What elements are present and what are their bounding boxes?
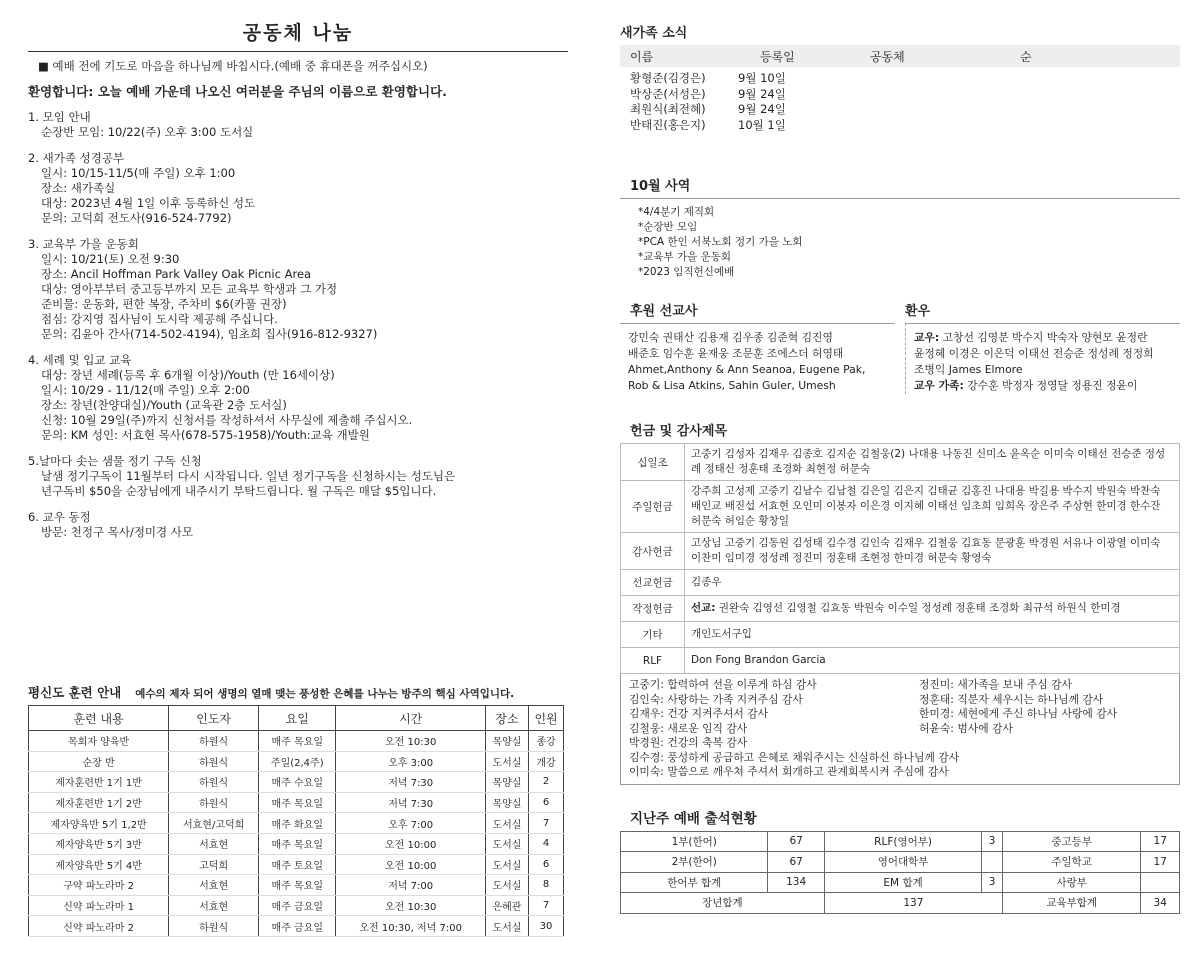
table-cell: 서효현 (169, 833, 259, 854)
table-cell: 도서실 (485, 875, 528, 896)
attendance-cell (1141, 872, 1180, 893)
sick-names: 고창선 김영분 박수지 박숙자 양현모 윤정란 (939, 331, 1148, 344)
sick-names: 조병익 James Elmore (914, 363, 1023, 376)
table-cell: 고덕희 (169, 854, 259, 875)
table-cell: 목양실 (485, 731, 528, 752)
table-cell: 2 (529, 772, 564, 793)
missionary-sick-section (620, 300, 1180, 394)
table-cell: 도서실 (485, 751, 528, 772)
announcement-line: 년구독비 $50을 순장님에게 내주시기 부탁드립니다. 월 구독은 매달 $5입니다. (41, 484, 437, 498)
announcement-item (28, 151, 568, 226)
table-cell: 매주 목요일 (259, 792, 336, 813)
offering-names (685, 648, 1180, 674)
table-cell: 도서실 (485, 854, 528, 875)
table-row (29, 916, 564, 937)
table-header: 요일 (259, 706, 336, 731)
sick-line (914, 330, 1176, 346)
offering-category: RLF (621, 648, 685, 674)
table-cell: 6 (529, 854, 564, 875)
sick-list (905, 323, 1180, 394)
table-cell: 도서실 (485, 813, 528, 834)
table-cell: 7 (529, 813, 564, 834)
table-cell: 오후 3:00 (336, 751, 485, 772)
offering-title: 헌금 및 감사제목 (630, 424, 727, 439)
offering-row (621, 648, 1180, 674)
offering-row (621, 481, 1180, 533)
table-cell: 매주 목요일 (259, 731, 336, 752)
table-cell: 6 (529, 792, 564, 813)
table-cell: 매주 금요일 (259, 916, 336, 937)
attendance-cell: 영어대학부 (824, 852, 982, 873)
newfamily-row (620, 87, 1180, 103)
offering-category: 감사헌금 (621, 533, 685, 570)
table-cell: 신약 파노라마 1 (29, 895, 169, 916)
table-cell: 종강 (529, 731, 564, 752)
newfamily-header-cell: 이름 (630, 49, 654, 64)
october-item: *PCA 한인 서북노회 정기 가을 노회 (638, 236, 803, 248)
newfamily-cell: 반태진(홍은지) (630, 117, 706, 132)
table-cell: 도서실 (485, 833, 528, 854)
attendance-cell: 67 (768, 852, 824, 873)
offering-value: 권완숙 김영선 김영철 김효동 박원숙 이수일 정성례 정훈태 조경화 최규석 하원식 한미경 (715, 602, 1121, 614)
table-row (29, 731, 564, 752)
offering-row (621, 533, 1180, 570)
october-title: 10월 사역 (630, 179, 691, 194)
announcement-item (28, 237, 568, 342)
attendance-cell: 한어부 합계 (621, 872, 768, 893)
offering-row (621, 570, 1180, 596)
newfamily-row (620, 118, 1180, 134)
sick-title: 환우 (905, 304, 931, 319)
offering-names (685, 481, 1180, 533)
announcement-line: 일시: 10/29 - 11/12(매 주일) 오후 2:00 (41, 383, 250, 397)
attendance-cell: 3 (982, 831, 1003, 852)
newfamily-header-cell: 등록일 (760, 49, 795, 64)
table-header: 인도자 (169, 706, 259, 731)
announcement-head: 2. 새가족 성경공부 (28, 151, 125, 165)
thanks-box (620, 674, 1180, 785)
table-cell: 제자양육반 5기 3반 (29, 833, 169, 854)
announcement-line: 장소: 새가족실 (41, 181, 116, 195)
table-row (29, 875, 564, 896)
missionary-list (620, 323, 895, 394)
announcement-line: 문의: 김윤아 간사(714-502-4194), 임초희 집사(916-812-9327) (41, 327, 378, 341)
newfamily-header-cell: 순 (1020, 49, 1032, 64)
table-row (29, 833, 564, 854)
attendance-table (620, 831, 1180, 914)
newfamily-cell: 10월 1일 (738, 117, 786, 132)
attendance-cell: 교육부합계 (1002, 893, 1141, 914)
table-header: 훈련 내용 (29, 706, 169, 731)
table-cell: 신약 파노라마 2 (29, 916, 169, 937)
missionary-line: 배준호 임수훈 윤재웅 조문훈 조에스더 허영태 (628, 347, 844, 360)
announcement-head: 1. 모임 안내 (28, 110, 91, 124)
attendance-row (621, 831, 1180, 852)
table-cell: 오전 10:30 (336, 895, 485, 916)
offering-row (621, 622, 1180, 648)
table-cell: 은혜관 (485, 895, 528, 916)
table-row (29, 792, 564, 813)
table-cell: 매주 금요일 (259, 895, 336, 916)
table-cell: 매주 목요일 (259, 875, 336, 896)
announcement-line: 신청: 10월 29일(주)까지 신청서를 작성하셔서 사무실에 제출해 주십시오. (41, 413, 413, 427)
announcement-line: 대상: 장년 세례(등록 후 6개월 이상)/Youth (만 16세이상) (41, 368, 335, 382)
missionary-line: Ahmet,Anthony & Ann Seanoa, Eugene Pak, (628, 363, 866, 376)
table-cell: 매주 목요일 (259, 833, 336, 854)
offering-category: 선교헌금 (621, 570, 685, 596)
october-item: *교육부 가을 운동회 (638, 251, 732, 263)
attendance-cell: 17 (1141, 852, 1180, 873)
announcement-line: 문의: KM 성인: 서효현 목사(678-575-1958)/Youth:교육 개발원 (41, 428, 370, 442)
table-cell: 오후 7:00 (336, 813, 485, 834)
table-cell: 제자양육반 5기 4반 (29, 854, 169, 875)
announcement-line: 장소: 장년(찬양대실)/Youth (교육관 2층 도서실) (41, 398, 287, 412)
table-cell: 하원식 (169, 772, 259, 793)
newfamily-cell: 박상준(서성은) (630, 86, 706, 101)
announcement-line: 장소: Ancil Hoffman Park Valley Oak Picnic Area (41, 267, 312, 281)
offering-label: 선교: (691, 602, 716, 614)
table-cell: 저녁 7:30 (336, 792, 485, 813)
left-column (28, 18, 568, 551)
october-item: *2023 임직헌신예배 (638, 266, 735, 278)
announcement-line: 방문: 천정구 목사/정미경 사모 (41, 525, 194, 539)
announcement-item (28, 454, 568, 499)
attendance-cell: 중고등부 (1002, 831, 1141, 852)
table-cell: 매주 토요일 (259, 854, 336, 875)
announcement-head: 4. 세례 및 입교 교육 (28, 353, 132, 367)
newfamily-list (620, 71, 1180, 133)
attendance-cell: 67 (768, 831, 824, 852)
table-cell: 제자양육반 5기 1,2반 (29, 813, 169, 834)
right-column (620, 22, 1180, 914)
attendance-row (621, 852, 1180, 873)
announcement-head: 5.날마다 솟는 샘물 정기 구독 신청 (28, 454, 202, 468)
offering-table (620, 443, 1180, 674)
table-cell: 순장 반 (29, 751, 169, 772)
training-table (28, 705, 564, 937)
newfamily-cell: 황형준(김경은) (630, 71, 706, 85)
offering-value: 강주희 고성제 고중기 김남수 김남철 김은일 김은지 김태균 김홍진 나대용 박길용 박수지 박원숙 박찬숙 배인교 배진섭 서효현 오인미 이봉자 이은경 이지혜 이태선 임초희 임희옥 장은주 주상현 한미경 한수잔 허문숙 허임순 황창일 (691, 485, 1161, 527)
table-cell: 목양실 (485, 772, 528, 793)
october-section (620, 175, 1180, 280)
attendance-cell: 2부(한어) (621, 852, 768, 873)
attendance-cell (982, 852, 1003, 873)
table-cell: 하원식 (169, 792, 259, 813)
table-cell: 하원식 (169, 731, 259, 752)
thanks-line: 김재우: 건강 지켜주셔서 감사 (629, 707, 769, 720)
october-list (620, 198, 1180, 280)
table-header: 인원 (529, 706, 564, 731)
table-cell: 오전 10:30 (336, 731, 485, 752)
newfamily-cell: 9월 24일 (738, 86, 786, 101)
sick-names: 윤정혜 이경은 이은덕 이태선 전승준 정성례 정정희 (914, 347, 1154, 360)
offering-names (685, 570, 1180, 596)
attendance-cell: 17 (1141, 831, 1180, 852)
table-cell: 구약 파노라마 2 (29, 875, 169, 896)
sick-names: 강수훈 박정자 정영달 정용진 정윤이 (963, 379, 1138, 392)
announcement-line: 대상: 영아부부터 중고등부까지 모든 교육부 학생과 그 가정 (41, 282, 338, 296)
table-cell: 저녁 7:30 (336, 772, 485, 793)
table-cell: 30 (529, 916, 564, 937)
attendance-total-row (621, 893, 1180, 914)
announcement-item (28, 510, 568, 540)
newfamily-row (620, 102, 1180, 118)
table-cell: 제자훈련반 1기 1반 (29, 772, 169, 793)
attendance-cell: 134 (768, 872, 824, 893)
thanks-line: 김인숙: 사랑하는 가족 지켜주심 감사 (629, 692, 803, 706)
table-cell: 하원식 (169, 751, 259, 772)
thanks-line: 한미경: 세현에게 주신 하나님 사랑에 감사 (919, 707, 1118, 720)
offering-category: 작정헌금 (621, 596, 685, 622)
thanks-line: 박경원: 건강의 축복 감사 (629, 736, 748, 749)
newfamily-header-cell: 공동체 (870, 49, 905, 64)
october-item: *순장반 모임 (638, 221, 698, 233)
training-subtitle: 예수의 제자 되어 생명의 열매 맺는 풍성한 은혜를 나누는 방주의 핵심 사역입니다. (135, 688, 515, 700)
offering-row (621, 596, 1180, 622)
newfamily-row (620, 71, 1180, 87)
announcement-list (28, 110, 568, 540)
sick-line (914, 378, 1176, 394)
welcome-text: 환영합니다: 오늘 예배 가운데 나오신 여러분을 주님의 이름으로 환영합니다. (28, 84, 447, 99)
training-title: 평신도 훈련 안내 (28, 685, 122, 700)
table-row (29, 813, 564, 834)
thanks-line: 정진미: 새가족을 보내 주심 감사 (919, 678, 1072, 691)
table-cell: 7 (529, 895, 564, 916)
attendance-cell: EM 합계 (824, 872, 982, 893)
thanks-line: 허윤숙: 범사에 감사 (919, 721, 1013, 735)
table-cell: 목양실 (485, 792, 528, 813)
table-cell: 서효현 (169, 895, 259, 916)
attendance-cell: 장년합계 (621, 893, 825, 914)
offering-row (621, 444, 1180, 481)
attendance-cell: 주일학교 (1002, 852, 1141, 873)
offering-names (685, 596, 1180, 622)
missionary-line: Rob & Lisa Atkins, Sahin Guler, Umesh (628, 379, 836, 392)
announcement-item (28, 110, 568, 140)
offering-category: 기타 (621, 622, 685, 648)
october-item: *4/4분기 제직회 (638, 206, 715, 218)
table-cell: 4 (529, 833, 564, 854)
newfamily-cell: 9월 24일 (738, 102, 786, 116)
announcement-head: 3. 교육부 가을 운동회 (28, 237, 139, 251)
table-cell: 목회자 양육반 (29, 731, 169, 752)
announcement-line: 문의: 고덕희 전도사(916-524-7792) (41, 211, 232, 225)
offering-category: 주일헌금 (621, 481, 685, 533)
table-cell: 저녁 7:00 (336, 875, 485, 896)
offering-value: 김종우 (691, 576, 722, 588)
attendance-cell: 34 (1141, 893, 1180, 914)
announcement-line: 점심: 강지영 집사님이 도시락 제공해 주십니다. (41, 312, 278, 326)
table-cell: 서효현 (169, 875, 259, 896)
table-cell: 주일(2,4주) (259, 751, 336, 772)
training-section (28, 683, 564, 937)
table-row (29, 751, 564, 772)
table-cell: 매주 화요일 (259, 813, 336, 834)
offering-value: 고중기 김성자 김재우 김종호 김지순 김철웅(2) 나대용 나동진 신미소 윤옥순 이미숙 이태선 전승준 정성례 정태신 정훈태 조경화 최현정 허문숙 (691, 448, 1166, 475)
thanks-line: 이미숙: 말씀으로 깨우쳐 주셔서 회개하고 관계회복시켜 주심에 감사 (629, 765, 949, 778)
offering-value: 고상님 고중기 김동원 김성태 김수경 김인숙 김재우 김철웅 김효동 문광훈 박경원 서유나 이광열 이미숙 이찬미 임미경 정성례 정진미 정훈태 조현정 한미경 허문숙 황영숙 (691, 537, 1161, 564)
table-header: 시간 (336, 706, 485, 731)
sick-line (914, 362, 1176, 378)
attendance-cell: 사랑부 (1002, 872, 1141, 893)
offering-value: 개인도서구입 (691, 628, 752, 640)
thanks-line: 김철웅: 새로운 임직 감사 (629, 721, 748, 735)
table-cell: 8 (529, 875, 564, 896)
offering-value: Don Fong Brandon Garcia (691, 654, 826, 666)
table-cell: 매주 수요일 (259, 772, 336, 793)
attendance-cell: 137 (824, 893, 1002, 914)
table-cell: 하원식 (169, 916, 259, 937)
announcement-line: 대상: 2023년 4월 1일 이후 등록하신 성도 (41, 196, 256, 210)
announcement-head: 6. 교우 동정 (28, 510, 91, 524)
table-row (29, 772, 564, 793)
newfamily-title: 새가족 소식 (620, 26, 688, 41)
thanks-line: 정훈태: 직분자 세우시는 하나님께 감사 (919, 692, 1104, 706)
announcement-line: 순장반 모임: 10/22(주) 오후 3:00 도서실 (41, 125, 254, 139)
table-cell: 도서실 (485, 916, 528, 937)
announcement-item (28, 353, 568, 443)
offering-section (620, 420, 1180, 785)
announcement-line: 일시: 10/21(토) 오전 9:30 (41, 252, 180, 266)
offering-names (685, 622, 1180, 648)
attendance-cell: 3 (982, 872, 1003, 893)
announcement-line: 준비물: 운동화, 편한 복장, 주차비 $6(카풀 권장) (41, 297, 287, 311)
newfamily-cell: 9월 10일 (738, 71, 786, 85)
table-cell: 오전 10:00 (336, 854, 485, 875)
announcement-line: 날샘 정기구독이 11월부터 다시 시작됩니다. 일년 정기구독을 신청하시는 성도님은 (41, 469, 456, 483)
table-cell: 제자훈련반 1기 2반 (29, 792, 169, 813)
offering-names (685, 444, 1180, 481)
attendance-cell: RLF(영어부) (824, 831, 982, 852)
newfamily-header (620, 45, 1180, 67)
thanks-left (629, 678, 960, 780)
attendance-section (620, 807, 1180, 914)
thanks-line: 김수경: 풍성하게 공급하고 은혜로 채워주시는 신실하신 하나님께 감사 (629, 750, 960, 764)
sick-line (914, 346, 1176, 362)
table-cell: 서효현/고덕희 (169, 813, 259, 834)
attendance-title: 지난주 예배 출석현황 (630, 810, 757, 827)
attendance-cell: 1부(한어) (621, 831, 768, 852)
announcement-line: 일시: 10/15-11/5(매 주일) 오후 1:00 (41, 166, 236, 180)
table-header: 장소 (485, 706, 528, 731)
missionary-title: 후원 선교사 (630, 304, 698, 319)
sick-label: 교우 가족: (914, 379, 964, 392)
table-cell: 오전 10:30, 저녁 7:00 (336, 916, 485, 937)
sick-label: 교우: (914, 331, 940, 344)
thanks-line: 고중기: 합력하여 선을 이루게 하심 감사 (629, 678, 817, 691)
table-cell: 개강 (529, 751, 564, 772)
page-title: 공동체 나눔 (28, 18, 568, 52)
table-row (29, 854, 564, 875)
attendance-row (621, 872, 1180, 893)
thanks-right (919, 678, 1169, 780)
table-row (29, 895, 564, 916)
newfamily-cell: 최원식(최전혜) (630, 102, 706, 116)
offering-category: 십일조 (621, 444, 685, 481)
notice-text: ■ 예배 전에 기도로 마음을 하나님께 바칩시다.(예배 중 휴대폰을 꺼주십시오) (38, 59, 428, 73)
table-cell: 오전 10:00 (336, 833, 485, 854)
offering-names (685, 533, 1180, 570)
missionary-line: 강민숙 권태산 김용재 김우종 김준혁 김진영 (628, 331, 833, 344)
